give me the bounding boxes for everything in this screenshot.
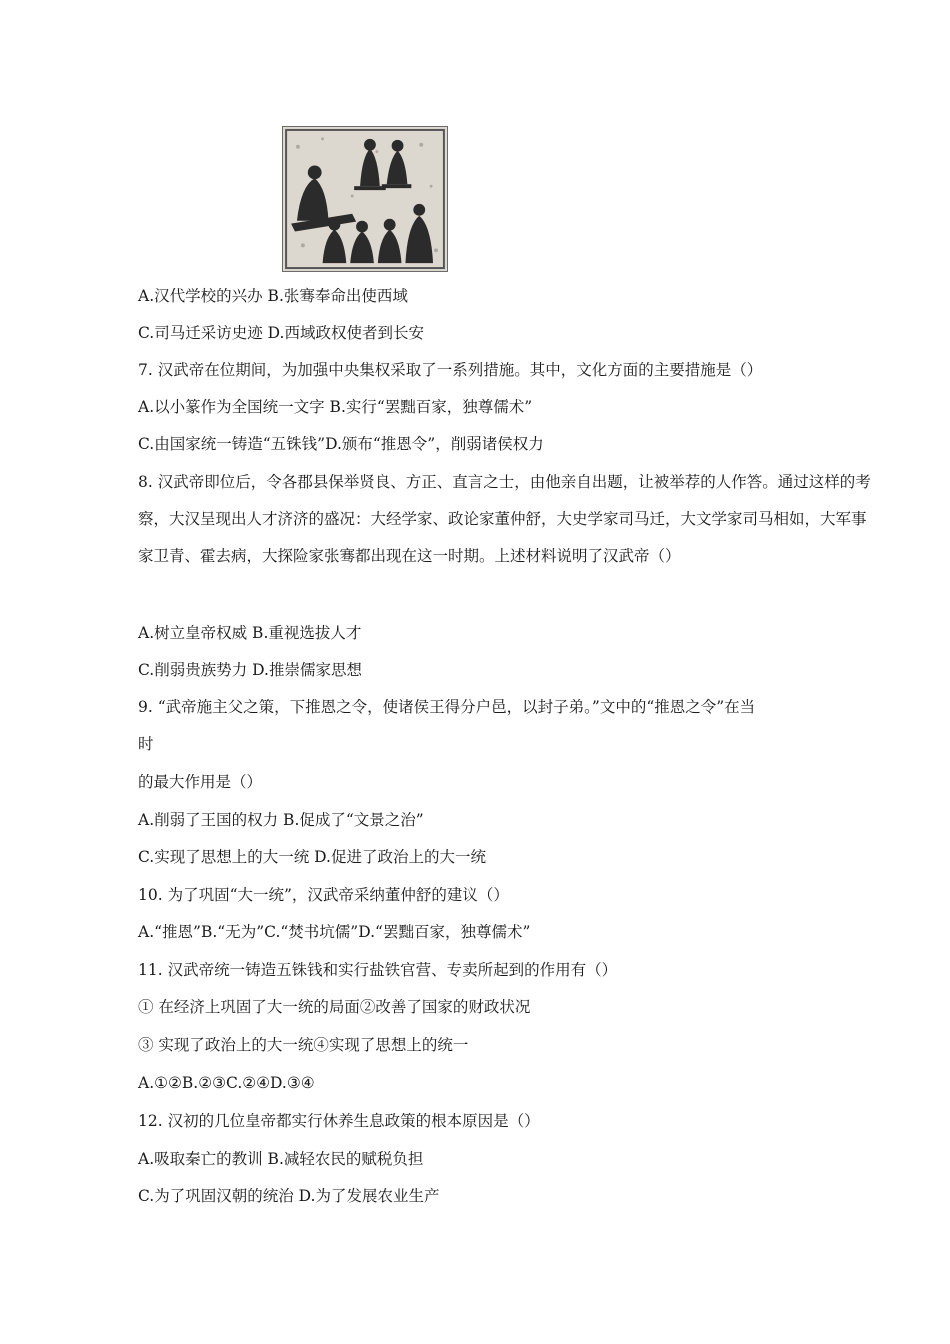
q8-options-cd: C.削弱贵族势力 D.推崇儒家思想 <box>138 661 362 679</box>
q8-options-ab: A.树立皇帝权威 B.重视选拔人才 <box>138 624 362 642</box>
q11-items-34: ③ 实现了政治上的大一统④实现了思想上的统一 <box>138 1036 469 1054</box>
q11-options: A.①②B.②③C.②④D.③④ <box>138 1074 315 1092</box>
q9-stem-line2: 时 <box>138 735 154 753</box>
q6-options-ab: A.汉代学校的兴办 B.张骞奉命出使西域 <box>138 287 408 305</box>
q12-options-cd: C.为了巩固汉朝的统治 D.为了发展农业生产 <box>138 1187 440 1205</box>
q6-options-cd: C.司马迁采访史迹 D.西域政权使者到长安 <box>138 324 424 342</box>
q9-stem-line3: 的最大作用是（） <box>138 773 263 791</box>
q12-options-ab: A.吸取秦亡的教训 B.减轻农民的赋税负担 <box>138 1150 424 1168</box>
relief-illustration <box>283 127 447 271</box>
q11-stem: 11. 汉武帝统一铸造五铢钱和实行盐铁官营、专卖所起到的作用有（） <box>138 961 618 979</box>
q11-items-12: ① 在经济上巩固了大一统的局面②改善了国家的财政状况 <box>138 998 531 1016</box>
q10-options: A.“推恩”B.“无为”C.“焚书坑儒”D.“罢黜百家，独尊儒术” <box>138 923 531 941</box>
q8-stem: 8. 汉武帝即位后，令各郡县保举贤良、方正、直言之士，由他亲自出题，让被举荐的人作答。通过这样的考察，大汉呈现出人才济济的盛况：大经学家、政论家董仲舒，大史学家司马迁，大文学家司马相如，大军事家卫青、霍去病，大探险家张骞都出现在这一时期。上述材料说明了汉武帝（） <box>138 473 871 565</box>
q7-stem: 7. 汉武帝在位期间，为加强中央集权采取了一系列措施。其中，文化方面的主要措施是（） <box>138 361 763 379</box>
q7-options-ab: A.以小篆作为全国统一文字 B.实行“罢黜百家，独尊儒术” <box>138 398 533 416</box>
q9-options-cd: C.实现了思想上的大一统 D.促进了政治上的大一统 <box>138 848 486 866</box>
han-stone-relief-image <box>282 126 448 272</box>
q9-options-ab: A.削弱了王国的权力 B.促成了“文景之治” <box>138 811 424 829</box>
q7-options-cd: C.由国家统一铸造“五铢钱”D.颁布“推恩令”，削弱诸侯权力 <box>138 435 544 453</box>
q10-stem: 10. 为了巩固“大一统”，汉武帝采纳董仲舒的建议（） <box>138 886 509 904</box>
q9-stem-line1: 9. “武帝施主父之策，下推恩之令，使诸侯王得分户邑，以封子弟。”文中的“推恩之令”在当 <box>138 698 756 716</box>
q12-stem: 12. 汉初的几位皇帝都实行休养生息政策的根本原因是（） <box>138 1112 540 1130</box>
